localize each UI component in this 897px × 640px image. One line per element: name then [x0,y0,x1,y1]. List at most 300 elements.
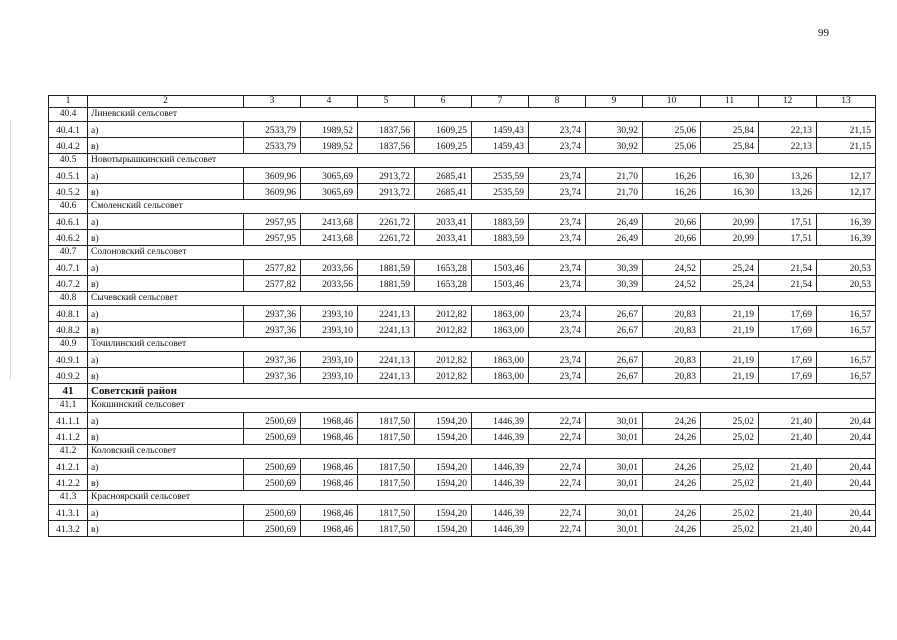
value-cell: 1863,00 [472,368,529,384]
table-row [49,413,876,429]
section-code: 40.4 [49,108,88,122]
value-cell: 21,19 [701,322,759,338]
value-cell: 22,74 [529,459,586,475]
section-name: Солоновский сельсовет [88,246,244,260]
value-cell: 23,74 [529,214,586,230]
value-cell: 30,01 [586,429,643,445]
column-number-6: 6 [415,96,472,108]
value-cell: 2241,13 [358,322,415,338]
value-cell: 16,57 [817,352,876,368]
section-row [49,338,876,352]
row-code: 41.1.1 [49,413,88,429]
value-cell: 23,74 [529,306,586,322]
row-code: 41.2.2 [49,475,88,491]
district-row [49,384,876,399]
row-label: в) [88,429,244,445]
value-cell: 30,01 [586,505,643,521]
section-code: 40.8 [49,292,88,306]
value-cell: 21,70 [586,168,643,184]
section-name: Красноярский сельсовет [88,491,244,505]
value-cell: 1817,50 [358,521,415,537]
value-cell: 1446,39 [472,413,529,429]
value-cell: 26,67 [586,352,643,368]
row-label: в) [88,138,244,154]
section-spacer [244,445,876,459]
value-cell: 22,74 [529,413,586,429]
row-label: а) [88,306,244,322]
value-cell: 1459,43 [472,122,529,138]
value-cell: 1989,52 [301,122,358,138]
value-cell: 2393,10 [301,306,358,322]
value-cell: 20,53 [817,260,876,276]
section-name: Новотырышкинский сельсовет [88,154,244,168]
value-cell: 22,74 [529,521,586,537]
column-number-10: 10 [643,96,701,108]
value-cell: 1503,46 [472,276,529,292]
value-cell: 23,74 [529,168,586,184]
value-cell: 2012,82 [415,352,472,368]
value-cell: 21,15 [817,122,876,138]
value-cell: 1881,59 [358,276,415,292]
value-cell: 1837,56 [358,122,415,138]
value-cell: 25,02 [701,505,759,521]
value-cell: 2033,41 [415,230,472,246]
value-cell: 21,40 [759,505,817,521]
value-cell: 1446,39 [472,505,529,521]
district-name: Советский район [88,384,244,399]
value-cell: 24,26 [643,413,701,429]
table-row [49,459,876,475]
value-cell: 30,01 [586,475,643,491]
table-row [49,521,876,537]
value-cell: 21,54 [759,260,817,276]
row-label: в) [88,276,244,292]
column-number-12: 12 [759,96,817,108]
value-cell: 1446,39 [472,475,529,491]
value-cell: 1968,46 [301,429,358,445]
page-number: 99 [818,27,829,39]
row-code: 41.2.1 [49,459,88,475]
value-cell: 26,67 [586,368,643,384]
value-cell: 21,40 [759,475,817,491]
table-body [49,108,876,537]
value-cell: 17,69 [759,322,817,338]
table-row [49,138,876,154]
row-code: 41.3.2 [49,521,88,537]
value-cell: 23,74 [529,322,586,338]
section-row [49,200,876,214]
value-cell: 2500,69 [244,429,301,445]
section-row [49,491,876,505]
section-row [49,399,876,413]
value-cell: 1968,46 [301,505,358,521]
value-cell: 1594,20 [415,521,472,537]
row-code: 40.5.1 [49,168,88,184]
value-cell: 20,83 [643,306,701,322]
value-cell: 22,13 [759,138,817,154]
value-cell: 23,74 [529,260,586,276]
value-cell: 1817,50 [358,505,415,521]
value-cell: 22,74 [529,505,586,521]
value-cell: 2577,82 [244,276,301,292]
section-spacer [244,200,876,214]
value-cell: 25,02 [701,521,759,537]
value-cell: 16,26 [643,168,701,184]
value-cell: 21,40 [759,413,817,429]
value-cell: 30,01 [586,413,643,429]
value-cell: 23,74 [529,368,586,384]
row-code: 40.6.1 [49,214,88,230]
section-spacer [244,154,876,168]
value-cell: 21,19 [701,306,759,322]
row-label: в) [88,322,244,338]
value-cell: 25,06 [643,138,701,154]
row-code: 40.7.2 [49,276,88,292]
section-name: Сычевский сельсовет [88,292,244,306]
row-label: а) [88,168,244,184]
table-row [49,260,876,276]
value-cell: 25,02 [701,459,759,475]
section-code: 40.7 [49,246,88,260]
row-code: 40.4.1 [49,122,88,138]
value-cell: 16,30 [701,184,759,200]
value-cell: 20,66 [643,230,701,246]
value-cell: 16,30 [701,168,759,184]
value-cell: 2937,36 [244,306,301,322]
value-cell: 20,99 [701,214,759,230]
column-number-5: 5 [358,96,415,108]
value-cell: 17,69 [759,306,817,322]
value-cell: 2500,69 [244,459,301,475]
row-label: а) [88,413,244,429]
value-cell: 2913,72 [358,184,415,200]
value-cell: 2937,36 [244,368,301,384]
value-cell: 2685,41 [415,184,472,200]
value-cell: 22,74 [529,475,586,491]
value-cell: 2393,10 [301,352,358,368]
value-cell: 2413,68 [301,214,358,230]
value-cell: 13,26 [759,184,817,200]
value-cell: 20,83 [643,352,701,368]
value-cell: 1446,39 [472,429,529,445]
section-row [49,154,876,168]
value-cell: 24,26 [643,459,701,475]
value-cell: 1883,59 [472,230,529,246]
value-cell: 1837,56 [358,138,415,154]
row-label: а) [88,214,244,230]
value-cell: 21,19 [701,368,759,384]
value-cell: 23,74 [529,184,586,200]
value-cell: 26,67 [586,306,643,322]
value-cell: 2913,72 [358,168,415,184]
value-cell: 25,84 [701,122,759,138]
value-cell: 2535,59 [472,184,529,200]
value-cell: 25,84 [701,138,759,154]
column-number-1: 1 [49,96,88,108]
value-cell: 23,74 [529,276,586,292]
row-label: в) [88,475,244,491]
value-cell: 1989,52 [301,138,358,154]
value-cell: 1863,00 [472,322,529,338]
value-cell: 24,26 [643,429,701,445]
value-cell: 2012,82 [415,306,472,322]
section-code: 40.6 [49,200,88,214]
table-row [49,322,876,338]
value-cell: 1594,20 [415,429,472,445]
value-cell: 2033,56 [301,276,358,292]
value-cell: 1446,39 [472,459,529,475]
row-code: 40.6.2 [49,230,88,246]
value-cell: 1594,20 [415,505,472,521]
section-code: 41.1 [49,399,88,413]
row-label: в) [88,184,244,200]
value-cell: 1968,46 [301,521,358,537]
column-number-3: 3 [244,96,301,108]
row-code: 40.8.2 [49,322,88,338]
value-cell: 23,74 [529,230,586,246]
value-cell: 22,13 [759,122,817,138]
section-code: 40.5 [49,154,88,168]
section-spacer [244,246,876,260]
section-spacer [244,338,876,352]
value-cell: 1609,25 [415,122,472,138]
value-cell: 16,39 [817,214,876,230]
column-number-8: 8 [529,96,586,108]
value-cell: 23,74 [529,122,586,138]
value-cell: 24,52 [643,276,701,292]
value-cell: 2033,56 [301,260,358,276]
section-spacer [244,292,876,306]
value-cell: 1653,28 [415,260,472,276]
value-cell: 2533,79 [244,138,301,154]
row-code: 41.1.2 [49,429,88,445]
value-cell: 2413,68 [301,230,358,246]
value-cell: 16,57 [817,322,876,338]
value-cell: 2012,82 [415,322,472,338]
section-row [49,108,876,122]
value-cell: 1817,50 [358,475,415,491]
value-cell: 30,39 [586,260,643,276]
value-cell: 2393,10 [301,322,358,338]
table-row [49,475,876,491]
value-cell: 1503,46 [472,260,529,276]
section-code: 40.9 [49,338,88,352]
value-cell: 25,24 [701,276,759,292]
value-cell: 1653,28 [415,276,472,292]
value-cell: 20,83 [643,368,701,384]
value-cell: 24,26 [643,521,701,537]
value-cell: 1594,20 [415,413,472,429]
value-cell: 26,49 [586,230,643,246]
value-cell: 20,44 [817,459,876,475]
value-cell: 2535,59 [472,168,529,184]
value-cell: 25,24 [701,260,759,276]
value-cell: 2393,10 [301,368,358,384]
value-cell: 2957,95 [244,230,301,246]
value-cell: 20,66 [643,214,701,230]
row-label: а) [88,260,244,276]
value-cell: 3065,69 [301,168,358,184]
row-code: 40.9.1 [49,352,88,368]
value-cell: 3065,69 [301,184,358,200]
value-cell: 2533,79 [244,122,301,138]
value-cell: 21,54 [759,276,817,292]
value-cell: 2500,69 [244,475,301,491]
value-cell: 17,51 [759,230,817,246]
value-cell: 16,57 [817,306,876,322]
value-cell: 21,15 [817,138,876,154]
value-cell: 3609,96 [244,168,301,184]
table-row [49,368,876,384]
section-spacer [244,108,876,122]
value-cell: 1594,20 [415,459,472,475]
table-row [49,276,876,292]
section-spacer [244,399,876,413]
value-cell: 1968,46 [301,475,358,491]
value-cell: 2261,72 [358,230,415,246]
value-cell: 21,40 [759,459,817,475]
value-cell: 30,39 [586,276,643,292]
section-name: Смоленский сельсовет [88,200,244,214]
value-cell: 30,01 [586,521,643,537]
table-row [49,352,876,368]
row-code: 40.5.2 [49,184,88,200]
table-row [49,184,876,200]
column-number-2: 2 [88,96,244,108]
value-cell: 2012,82 [415,368,472,384]
value-cell: 2937,36 [244,352,301,368]
value-cell: 30,01 [586,459,643,475]
row-label: в) [88,230,244,246]
table-row [49,505,876,521]
section-name: Коловский сельсовет [88,445,244,459]
row-code: 40.9.2 [49,368,88,384]
value-cell: 1817,50 [358,413,415,429]
value-cell: 16,39 [817,230,876,246]
row-label: а) [88,122,244,138]
section-name: Линевский сельсовет [88,108,244,122]
value-cell: 20,44 [817,429,876,445]
value-cell: 20,44 [817,521,876,537]
table-row [49,230,876,246]
value-cell: 20,53 [817,276,876,292]
section-row [49,292,876,306]
table-row [49,122,876,138]
value-cell: 1459,43 [472,138,529,154]
column-number-7: 7 [472,96,529,108]
section-spacer [244,491,876,505]
value-cell: 17,69 [759,352,817,368]
value-cell: 17,69 [759,368,817,384]
value-cell: 23,74 [529,138,586,154]
value-cell: 2500,69 [244,413,301,429]
value-cell: 2241,13 [358,306,415,322]
section-row [49,445,876,459]
column-number-row [49,96,876,108]
value-cell: 2685,41 [415,168,472,184]
value-cell: 21,40 [759,521,817,537]
value-cell: 2937,36 [244,322,301,338]
value-cell: 12,17 [817,168,876,184]
value-cell: 25,02 [701,413,759,429]
value-cell: 16,57 [817,368,876,384]
value-cell: 1817,50 [358,459,415,475]
value-cell: 16,26 [643,184,701,200]
row-code: 40.7.1 [49,260,88,276]
value-cell: 20,44 [817,475,876,491]
table-row [49,429,876,445]
value-cell: 1883,59 [472,214,529,230]
value-cell: 3609,96 [244,184,301,200]
row-label: а) [88,505,244,521]
value-cell: 20,44 [817,413,876,429]
value-cell: 2957,95 [244,214,301,230]
row-label: в) [88,368,244,384]
table-row [49,306,876,322]
row-code: 40.8.1 [49,306,88,322]
value-cell: 1881,59 [358,260,415,276]
section-code: 41.3 [49,491,88,505]
value-cell: 25,02 [701,429,759,445]
section-spacer [244,384,876,399]
value-cell: 22,74 [529,429,586,445]
value-cell: 1863,00 [472,352,529,368]
section-code: 41.2 [49,445,88,459]
value-cell: 20,99 [701,230,759,246]
table-row [49,168,876,184]
district-code: 41 [49,384,88,399]
value-cell: 20,83 [643,322,701,338]
value-cell: 21,40 [759,429,817,445]
section-name: Точилинский сельсовет [88,338,244,352]
value-cell: 2577,82 [244,260,301,276]
value-cell: 30,92 [586,138,643,154]
value-cell: 1446,39 [472,521,529,537]
value-cell: 21,70 [586,184,643,200]
section-name: Кокшинский сельсовет [88,399,244,413]
row-label: а) [88,459,244,475]
value-cell: 2500,69 [244,521,301,537]
value-cell: 1594,20 [415,475,472,491]
value-cell: 2241,13 [358,368,415,384]
value-cell: 2241,13 [358,352,415,368]
value-cell: 1968,46 [301,413,358,429]
column-number-13: 13 [817,96,876,108]
value-cell: 2033,41 [415,214,472,230]
value-cell: 24,52 [643,260,701,276]
value-cell: 30,92 [586,122,643,138]
value-cell: 23,74 [529,352,586,368]
value-cell: 21,19 [701,352,759,368]
column-number-4: 4 [301,96,358,108]
value-cell: 20,44 [817,505,876,521]
value-cell: 1863,00 [472,306,529,322]
tariff-table [48,95,876,537]
value-cell: 25,02 [701,475,759,491]
table-row [49,214,876,230]
row-label: в) [88,521,244,537]
section-row [49,246,876,260]
value-cell: 2500,69 [244,505,301,521]
value-cell: 25,06 [643,122,701,138]
value-cell: 26,67 [586,322,643,338]
row-code: 40.4.2 [49,138,88,154]
value-cell: 24,26 [643,475,701,491]
scan-edge-line [10,120,11,380]
value-cell: 24,26 [643,505,701,521]
value-cell: 26,49 [586,214,643,230]
value-cell: 2261,72 [358,214,415,230]
